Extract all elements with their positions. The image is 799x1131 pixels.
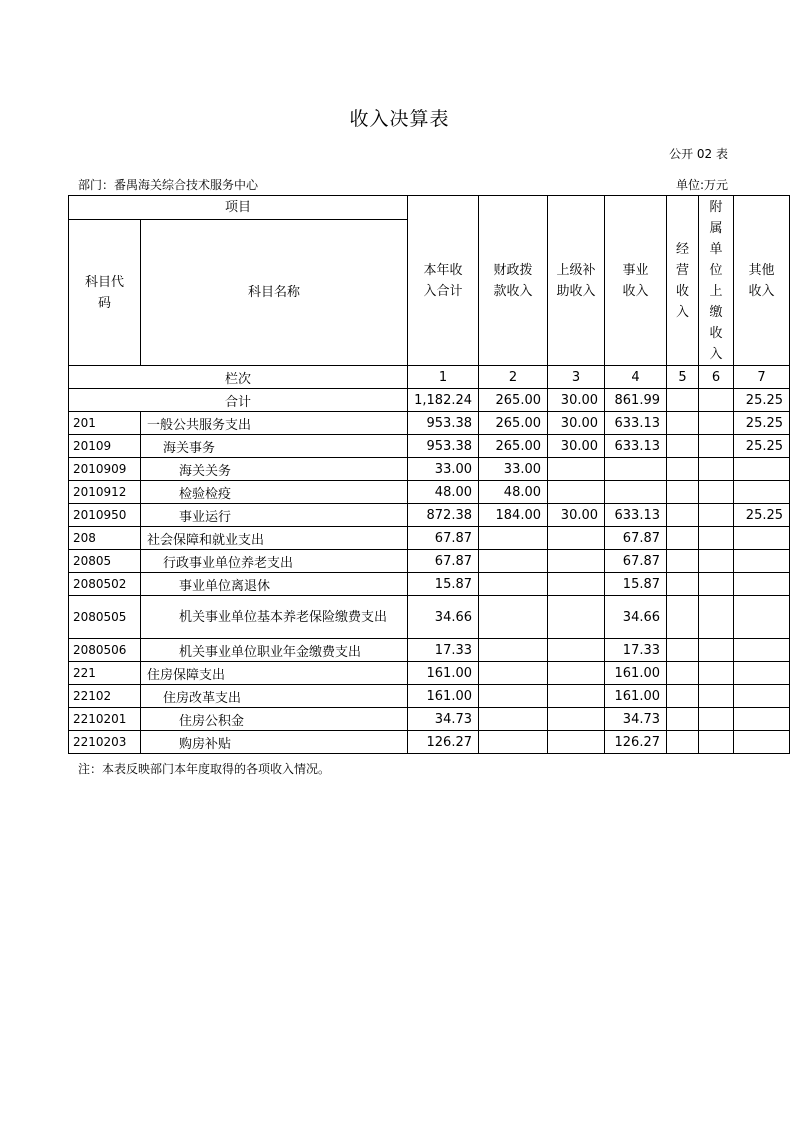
- amount-cell: [479, 527, 548, 550]
- unit-label: 单位:万元: [675, 178, 728, 192]
- lanci-row: [69, 366, 790, 389]
- amount-cell: [699, 708, 734, 731]
- amount-cell: [548, 481, 605, 504]
- subject-name: 住房改革支出: [141, 685, 408, 708]
- subject-name: 住房公积金: [141, 708, 408, 731]
- amount-cell: 265.00: [479, 412, 548, 435]
- amount-cell: 126.27: [408, 731, 479, 754]
- subject-code: 20109: [69, 435, 141, 458]
- lanci-num: 3: [548, 366, 605, 389]
- amount-cell: 953.38: [408, 412, 479, 435]
- amount-cell: 872.38: [408, 504, 479, 527]
- total-value: 30.00: [548, 389, 605, 412]
- table-row: [69, 550, 790, 573]
- subject-code: 2010912: [69, 481, 141, 504]
- subject-code: 2080502: [69, 573, 141, 596]
- amount-cell: [699, 435, 734, 458]
- subject-name: 购房补贴: [141, 731, 408, 754]
- amount-cell: 34.66: [408, 596, 479, 639]
- amount-cell: [699, 731, 734, 754]
- amount-cell: 17.33: [408, 639, 479, 662]
- table-row: [69, 527, 790, 550]
- col-header-other: 其他 收入: [734, 196, 790, 366]
- total-value: 861.99: [605, 389, 667, 412]
- table-row: [69, 662, 790, 685]
- code-header: 科目代 码: [69, 220, 141, 366]
- amount-cell: [667, 412, 699, 435]
- subject-name: 一般公共服务支出: [141, 412, 408, 435]
- table-row: [69, 412, 790, 435]
- subject-code: 201: [69, 412, 141, 435]
- amount-cell: 67.87: [605, 527, 667, 550]
- amount-cell: [605, 481, 667, 504]
- col-header-operating: 经 营 收 入: [667, 196, 699, 366]
- subject-name: 事业运行: [141, 504, 408, 527]
- subject-name: 住房保障支出: [141, 662, 408, 685]
- amount-cell: [699, 412, 734, 435]
- amount-cell: [667, 504, 699, 527]
- col-header-total: 本年收 入合计: [408, 196, 479, 366]
- col-header-superior: 上级补 助收入: [548, 196, 605, 366]
- amount-cell: [548, 662, 605, 685]
- amount-cell: [667, 550, 699, 573]
- amount-cell: [479, 596, 548, 639]
- amount-cell: [734, 639, 790, 662]
- subject-code: 2210203: [69, 731, 141, 754]
- total-value: 1,182.24: [408, 389, 479, 412]
- amount-cell: [734, 596, 790, 639]
- amount-cell: [734, 573, 790, 596]
- amount-cell: [734, 481, 790, 504]
- subject-code: 2210201: [69, 708, 141, 731]
- amount-cell: [699, 527, 734, 550]
- amount-cell: 30.00: [548, 435, 605, 458]
- amount-cell: 30.00: [548, 504, 605, 527]
- amount-cell: [548, 685, 605, 708]
- amount-cell: 633.13: [605, 435, 667, 458]
- amount-cell: 33.00: [479, 458, 548, 481]
- amount-cell: 48.00: [408, 481, 479, 504]
- total-value: 265.00: [479, 389, 548, 412]
- lanci-num: 6: [699, 366, 734, 389]
- table-row: [69, 639, 790, 662]
- amount-cell: [548, 596, 605, 639]
- table-row: [69, 435, 790, 458]
- amount-cell: 161.00: [408, 662, 479, 685]
- subject-name: 检验检疫: [141, 481, 408, 504]
- table-row: [69, 458, 790, 481]
- amount-cell: 633.13: [605, 504, 667, 527]
- col-header-business: 事业 收入: [605, 196, 667, 366]
- amount-cell: [667, 708, 699, 731]
- amount-cell: [667, 527, 699, 550]
- amount-cell: [548, 639, 605, 662]
- amount-cell: [734, 527, 790, 550]
- amount-cell: 67.87: [605, 550, 667, 573]
- table-row: [69, 481, 790, 504]
- amount-cell: [699, 685, 734, 708]
- amount-cell: [667, 685, 699, 708]
- amount-cell: 25.25: [734, 504, 790, 527]
- table-row: [69, 504, 790, 527]
- subject-code: 2010909: [69, 458, 141, 481]
- amount-cell: [667, 435, 699, 458]
- amount-cell: 15.87: [408, 573, 479, 596]
- amount-cell: [667, 731, 699, 754]
- subject-code: 22102: [69, 685, 141, 708]
- lanci-num: 5: [667, 366, 699, 389]
- amount-cell: 25.25: [734, 435, 790, 458]
- amount-cell: 184.00: [479, 504, 548, 527]
- amount-cell: 67.87: [408, 550, 479, 573]
- amount-cell: [548, 458, 605, 481]
- amount-cell: [479, 708, 548, 731]
- amount-cell: 161.00: [605, 685, 667, 708]
- amount-cell: [699, 573, 734, 596]
- amount-cell: [699, 639, 734, 662]
- amount-cell: [699, 550, 734, 573]
- lanci-num: 2: [479, 366, 548, 389]
- amount-cell: 161.00: [408, 685, 479, 708]
- subject-name: 机关事业单位职业年金缴费支出: [141, 639, 408, 662]
- total-value: [699, 389, 734, 412]
- amount-cell: 633.13: [605, 412, 667, 435]
- amount-cell: [548, 550, 605, 573]
- subject-name: 海关事务: [141, 435, 408, 458]
- amount-cell: 953.38: [408, 435, 479, 458]
- total-row: [69, 389, 790, 412]
- amount-cell: 34.73: [408, 708, 479, 731]
- subject-code: 221: [69, 662, 141, 685]
- table-row: [69, 708, 790, 731]
- amount-cell: [699, 504, 734, 527]
- amount-cell: 30.00: [548, 412, 605, 435]
- amount-cell: [479, 573, 548, 596]
- amount-cell: [667, 639, 699, 662]
- total-label: 合计: [69, 389, 408, 412]
- amount-cell: 34.66: [605, 596, 667, 639]
- amount-cell: [734, 708, 790, 731]
- subject-name: 海关关务: [141, 458, 408, 481]
- table-row: [69, 685, 790, 708]
- amount-cell: 17.33: [605, 639, 667, 662]
- amount-cell: [479, 731, 548, 754]
- subject-code: 2010950: [69, 504, 141, 527]
- lanci-label: 栏次: [69, 366, 408, 389]
- amount-cell: 48.00: [479, 481, 548, 504]
- amount-cell: [734, 662, 790, 685]
- amount-cell: [548, 573, 605, 596]
- page-title: 收入决算表: [349, 108, 450, 130]
- lanci-num: 4: [605, 366, 667, 389]
- table-row: [69, 596, 790, 639]
- lanci-num: 7: [734, 366, 790, 389]
- amount-cell: [667, 596, 699, 639]
- amount-cell: 33.00: [408, 458, 479, 481]
- amount-cell: [699, 596, 734, 639]
- amount-cell: 67.87: [408, 527, 479, 550]
- amount-cell: [667, 573, 699, 596]
- amount-cell: [734, 458, 790, 481]
- total-value: [667, 389, 699, 412]
- subject-name: 行政事业单位养老支出: [141, 550, 408, 573]
- subject-code: 20805: [69, 550, 141, 573]
- amount-cell: 25.25: [734, 412, 790, 435]
- amount-cell: [734, 685, 790, 708]
- income-table: [68, 195, 790, 754]
- name-header: 科目名称: [141, 220, 408, 366]
- amount-cell: [548, 708, 605, 731]
- table-row: [69, 731, 790, 754]
- table-note: 注：本表反映部门本年度取得的各项收入情况。: [78, 762, 331, 776]
- subject-code: 208: [69, 527, 141, 550]
- amount-cell: 161.00: [605, 662, 667, 685]
- subject-name: 事业单位离退休: [141, 573, 408, 596]
- amount-cell: [699, 458, 734, 481]
- amount-cell: 15.87: [605, 573, 667, 596]
- item-header: 项目: [69, 196, 408, 220]
- amount-cell: [479, 639, 548, 662]
- subject-code: 2080505: [69, 596, 141, 639]
- amount-cell: [699, 662, 734, 685]
- department-label: 部门：番禺海关综合技术服务中心: [78, 178, 259, 192]
- amount-cell: [479, 685, 548, 708]
- amount-cell: [734, 731, 790, 754]
- amount-cell: 265.00: [479, 435, 548, 458]
- amount-cell: [548, 527, 605, 550]
- amount-cell: [734, 550, 790, 573]
- amount-cell: [699, 481, 734, 504]
- lanci-num: 1: [408, 366, 479, 389]
- amount-cell: 34.73: [605, 708, 667, 731]
- amount-cell: 126.27: [605, 731, 667, 754]
- amount-cell: [605, 458, 667, 481]
- amount-cell: [548, 731, 605, 754]
- amount-cell: [667, 662, 699, 685]
- total-value: 25.25: [734, 389, 790, 412]
- col-header-fiscal: 财政拨 款收入: [479, 196, 548, 366]
- amount-cell: [667, 458, 699, 481]
- subject-name: 机关事业单位基本养老保险缴费支出: [141, 596, 408, 639]
- amount-cell: [479, 662, 548, 685]
- amount-cell: [479, 550, 548, 573]
- subject-name: 社会保障和就业支出: [141, 527, 408, 550]
- amount-cell: [667, 481, 699, 504]
- subject-code: 2080506: [69, 639, 141, 662]
- col-header-affiliated: 附 属 单 位 上 缴 收 入: [699, 196, 734, 366]
- table-row: [69, 573, 790, 596]
- form-number: 公开 02 表: [669, 147, 728, 161]
